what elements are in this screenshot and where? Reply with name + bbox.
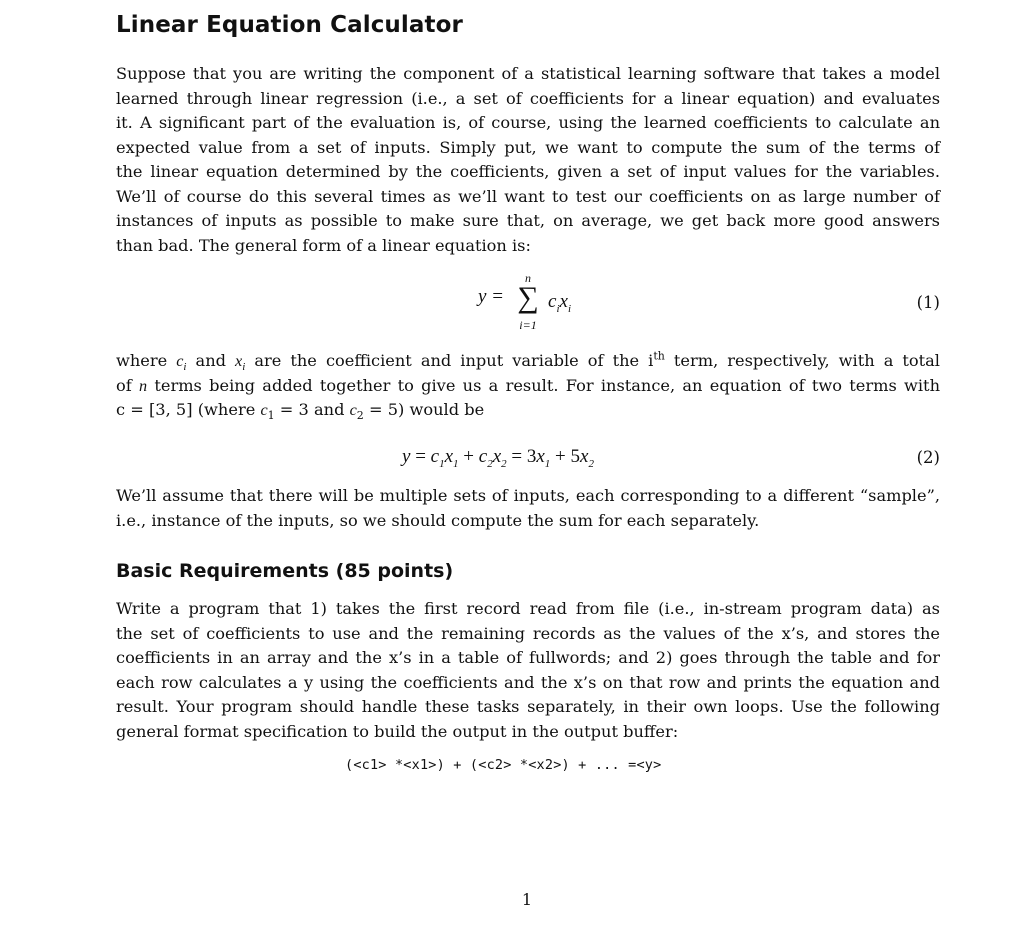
intro-line: the linear equation determined by the coefficients, given a set of input values for the variables. bbox=[116, 162, 940, 181]
subsection-title: Basic Requirements (85 points) bbox=[116, 560, 454, 582]
definition-paragraph bbox=[116, 349, 940, 423]
samples-paragraph bbox=[116, 484, 940, 533]
summation-lower-limit: i=1 bbox=[519, 318, 537, 332]
requirements-paragraph bbox=[116, 597, 940, 744]
equation-2-body: $y = c_1x_1 + c_2x_2 = 3x_1 + 5x_2$ bbox=[402, 446, 594, 470]
definition-line: c = [3, 5] (where $c_1 = 3$ and $c_2 = 5$) would be bbox=[116, 400, 485, 423]
summation-upper-limit: n bbox=[525, 271, 531, 285]
summation-sigma: ∑ bbox=[517, 281, 539, 314]
format-specification: (<c1> *<x1>) + (<c2> *<x2>) + ... =<y> bbox=[345, 757, 662, 773]
intro-paragraph bbox=[116, 62, 940, 258]
intro-line: than bad. The general form of a linear equation is: bbox=[116, 235, 531, 255]
samples-line: We’ll assume that there will be multiple sets of inputs, each corresponding to a different “sample”, bbox=[116, 486, 940, 505]
equation-1-lhs: y = bbox=[478, 286, 505, 307]
intro-line: learned through linear regression (i.e., a set of coefficients for a linear equation) and evaluates bbox=[116, 88, 940, 108]
requirements-line: each row calculates a y using the coefficients and the x’s on that row and prints the equation and bbox=[116, 672, 940, 692]
equation-2-number: (2) bbox=[916, 448, 940, 467]
intro-line: it. A significant part of the evaluation is, of course, using the learned coefficients to calculate an bbox=[116, 113, 940, 132]
equation-1-number: (1) bbox=[916, 293, 940, 312]
requirements-line: result. Your program should handle these tasks separately, in their own loops. Use the following bbox=[116, 697, 940, 716]
intro-line: expected value from a set of inputs. Simply put, we want to compute the sum of the terms of bbox=[116, 137, 940, 157]
requirements-line: coefficients in an array and the x’s in a table of fullwords; and 2) goes through the table and for bbox=[116, 648, 940, 667]
equation-1-rhs: $c_ix_i$ bbox=[548, 291, 571, 315]
definition-line: of n terms being added together to give us a result. For instance, an equation of two terms with bbox=[116, 375, 940, 395]
definition-line: where $c_i$ and $x_i$ are the coefficient and input variable of the $i^{th}$ term, respectively, with a total bbox=[116, 349, 940, 374]
intro-line: We’ll of course do this several times as we’ll want to test our coefficients on as large number of bbox=[116, 186, 940, 206]
requirements-line: general format specification to build the output in the output buffer: bbox=[116, 721, 679, 741]
intro-line: instances of inputs as possible to make sure that, on average, we get back more good answers bbox=[116, 211, 940, 230]
samples-line: i.e., instance of the inputs, so we should compute the sum for each separately. bbox=[116, 510, 760, 530]
page-number: 1 bbox=[521, 890, 533, 909]
requirements-line: the set of coefficients to use and the remaining records as the values of the x’s, and stores the bbox=[116, 623, 940, 643]
intro-line: Suppose that you are writing the component of a statistical learning software that takes a model bbox=[116, 64, 940, 83]
page-title: Linear Equation Calculator bbox=[116, 12, 463, 38]
requirements-line: Write a program that 1) takes the first record read from file (i.e., in-stream program data) as bbox=[116, 599, 940, 618]
